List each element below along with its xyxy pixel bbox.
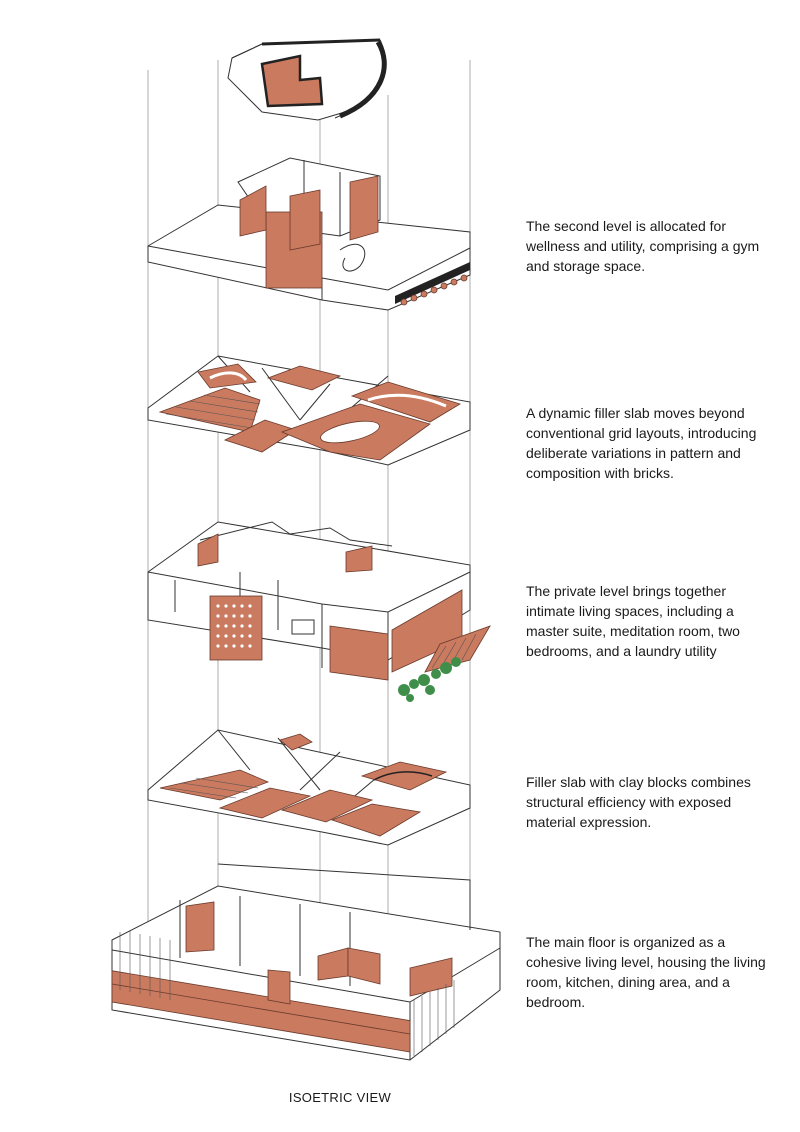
lower-filler-slab xyxy=(148,730,470,845)
roof-terrace xyxy=(228,40,386,120)
caption-main-floor: The main floor is organized as a cohesive living level, housing the living room, kitchen, dining area, and a bedroom. xyxy=(526,934,766,1010)
caption-second-level: The second level is allocated for wellness and utility, comprising a gym and storage space. xyxy=(526,218,760,274)
upper-filler-slab xyxy=(148,356,470,465)
caption-private-level: The private level brings together intimate living spaces, including a master suite, meditation room, two bedrooms, and a laundry utility xyxy=(526,583,740,659)
ground-floor-block xyxy=(112,864,500,1060)
first-floor-block xyxy=(148,522,490,702)
caption-upper-filler-slab: A dynamic filler slab moves beyond conventional grid layouts, introducing deliberate variations in pattern and composition with bricks. xyxy=(526,405,757,481)
second-level-block xyxy=(148,158,470,310)
view-title: ISOETRIC VIEW xyxy=(288,1090,392,1105)
caption-lower-filler-slab: Filler slab with clay blocks combines structural efficiency with exposed material expression. xyxy=(526,774,751,830)
